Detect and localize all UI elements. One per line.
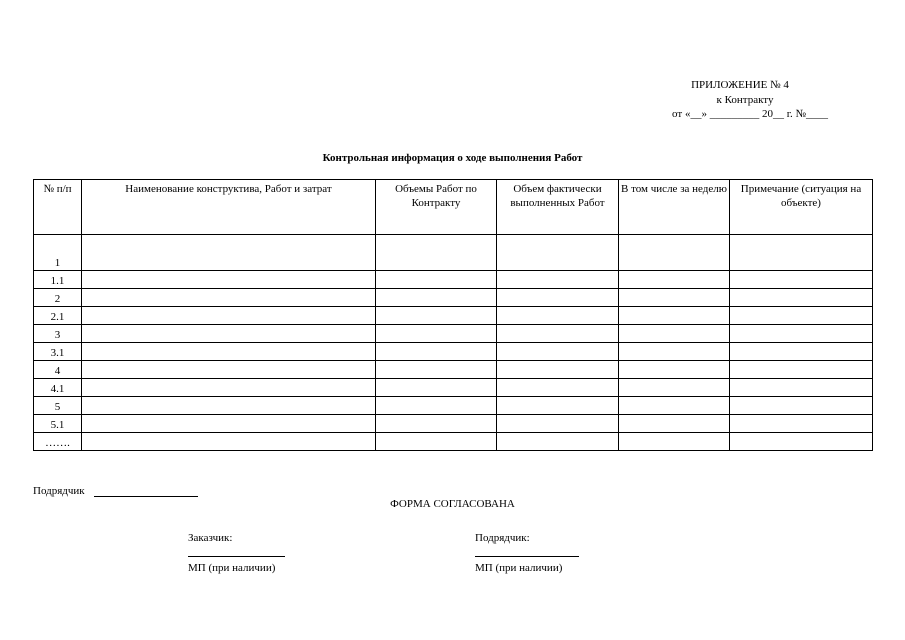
- row-number: 2.1: [34, 307, 82, 325]
- table-cell: [82, 307, 376, 325]
- table-row: [34, 235, 873, 271]
- table-cell: [730, 235, 873, 271]
- table-cell: [82, 379, 376, 397]
- table-row: [34, 343, 873, 361]
- table-cell: [730, 343, 873, 361]
- table-cell: [497, 433, 619, 451]
- row-number: 3: [34, 325, 82, 343]
- contractor-label: Подрядчик: [33, 485, 85, 497]
- table-cell: [497, 325, 619, 343]
- table-cell: [376, 289, 497, 307]
- table-row: [34, 397, 873, 415]
- table-header-row: [34, 180, 873, 235]
- row-number: 1: [34, 235, 82, 271]
- table-cell: [619, 289, 730, 307]
- row-number: 5.1: [34, 415, 82, 433]
- table-cell: [82, 343, 376, 361]
- table-cell: [376, 271, 497, 289]
- customer-stamp-label: МП (при наличии): [188, 562, 276, 574]
- progress-table: [33, 179, 873, 451]
- row-number: 4.1: [34, 379, 82, 397]
- contractor-signature-line: [94, 482, 198, 497]
- table-cell: [619, 343, 730, 361]
- col-name: Наименование конструктива, Работ и затрат: [82, 180, 376, 235]
- table-cell: [82, 361, 376, 379]
- col-number: № п/п: [34, 180, 82, 235]
- table-cell: [82, 433, 376, 451]
- customer-label: Заказчик:: [188, 532, 233, 544]
- row-number: 2: [34, 289, 82, 307]
- contractor-agree-label: Подрядчик:: [475, 532, 530, 544]
- row-number: …….: [34, 433, 82, 451]
- table-cell: [82, 325, 376, 343]
- table-cell: [376, 397, 497, 415]
- contractor-agree-signature-line: [475, 546, 579, 557]
- contractor-stamp-label: МП (при наличии): [475, 562, 563, 574]
- table-cell: [619, 379, 730, 397]
- table-cell: [497, 343, 619, 361]
- table-cell: [376, 307, 497, 325]
- table-cell: [497, 379, 619, 397]
- table-row: [34, 433, 873, 451]
- table-row: [34, 379, 873, 397]
- table-cell: [82, 415, 376, 433]
- table-row: [34, 289, 873, 307]
- table-cell: [730, 415, 873, 433]
- table-cell: [497, 271, 619, 289]
- table-cell: [376, 415, 497, 433]
- table-cell: [619, 307, 730, 325]
- table-cell: [497, 397, 619, 415]
- document-title: Контрольная информация о ходе выполнения Работ: [322, 152, 583, 164]
- table-cell: [497, 235, 619, 271]
- row-number: 1.1: [34, 271, 82, 289]
- table-cell: [376, 325, 497, 343]
- table-row: [34, 325, 873, 343]
- table-cell: [497, 415, 619, 433]
- row-number: 5: [34, 397, 82, 415]
- table-row: [34, 415, 873, 433]
- table-cell: [619, 397, 730, 415]
- table-cell: [730, 433, 873, 451]
- appendix-date-number: от «__» _________ 20__ г. №____: [672, 108, 828, 120]
- table-row: [34, 271, 873, 289]
- table-cell: [730, 289, 873, 307]
- table-cell: [730, 361, 873, 379]
- table-cell: [619, 325, 730, 343]
- table-cell: [376, 433, 497, 451]
- table-cell: [497, 289, 619, 307]
- table-cell: [619, 433, 730, 451]
- customer-signature-line: [188, 546, 285, 557]
- table-cell: [376, 379, 497, 397]
- table-cell: [619, 361, 730, 379]
- table-cell: [730, 397, 873, 415]
- col-contract-volume: Объемы Работ по Контракту: [376, 180, 497, 235]
- appendix-contract-ref: к Контракту: [716, 94, 774, 106]
- table-cell: [730, 307, 873, 325]
- table-cell: [730, 379, 873, 397]
- table-cell: [82, 289, 376, 307]
- col-actual-volume: Объем фактически выполненных Работ: [497, 180, 619, 235]
- table-cell: [497, 361, 619, 379]
- table-row: [34, 307, 873, 325]
- table-cell: [619, 271, 730, 289]
- col-note: Примечание (ситуация на объекте): [730, 180, 873, 235]
- table-cell: [730, 325, 873, 343]
- table-cell: [376, 235, 497, 271]
- table-cell: [619, 235, 730, 271]
- row-number: 4: [34, 361, 82, 379]
- form-agreed-heading: ФОРМА СОГЛАСОВАНА: [390, 498, 515, 510]
- table-cell: [82, 397, 376, 415]
- table-cell: [619, 415, 730, 433]
- table-cell: [82, 271, 376, 289]
- appendix-number: ПРИЛОЖЕНИЕ № 4: [691, 79, 789, 91]
- row-number: 3.1: [34, 343, 82, 361]
- table-cell: [82, 235, 376, 271]
- table-cell: [376, 361, 497, 379]
- table-row: [34, 361, 873, 379]
- table-cell: [730, 271, 873, 289]
- col-weekly: В том числе за неделю: [619, 180, 730, 235]
- table-cell: [497, 307, 619, 325]
- table-cell: [376, 343, 497, 361]
